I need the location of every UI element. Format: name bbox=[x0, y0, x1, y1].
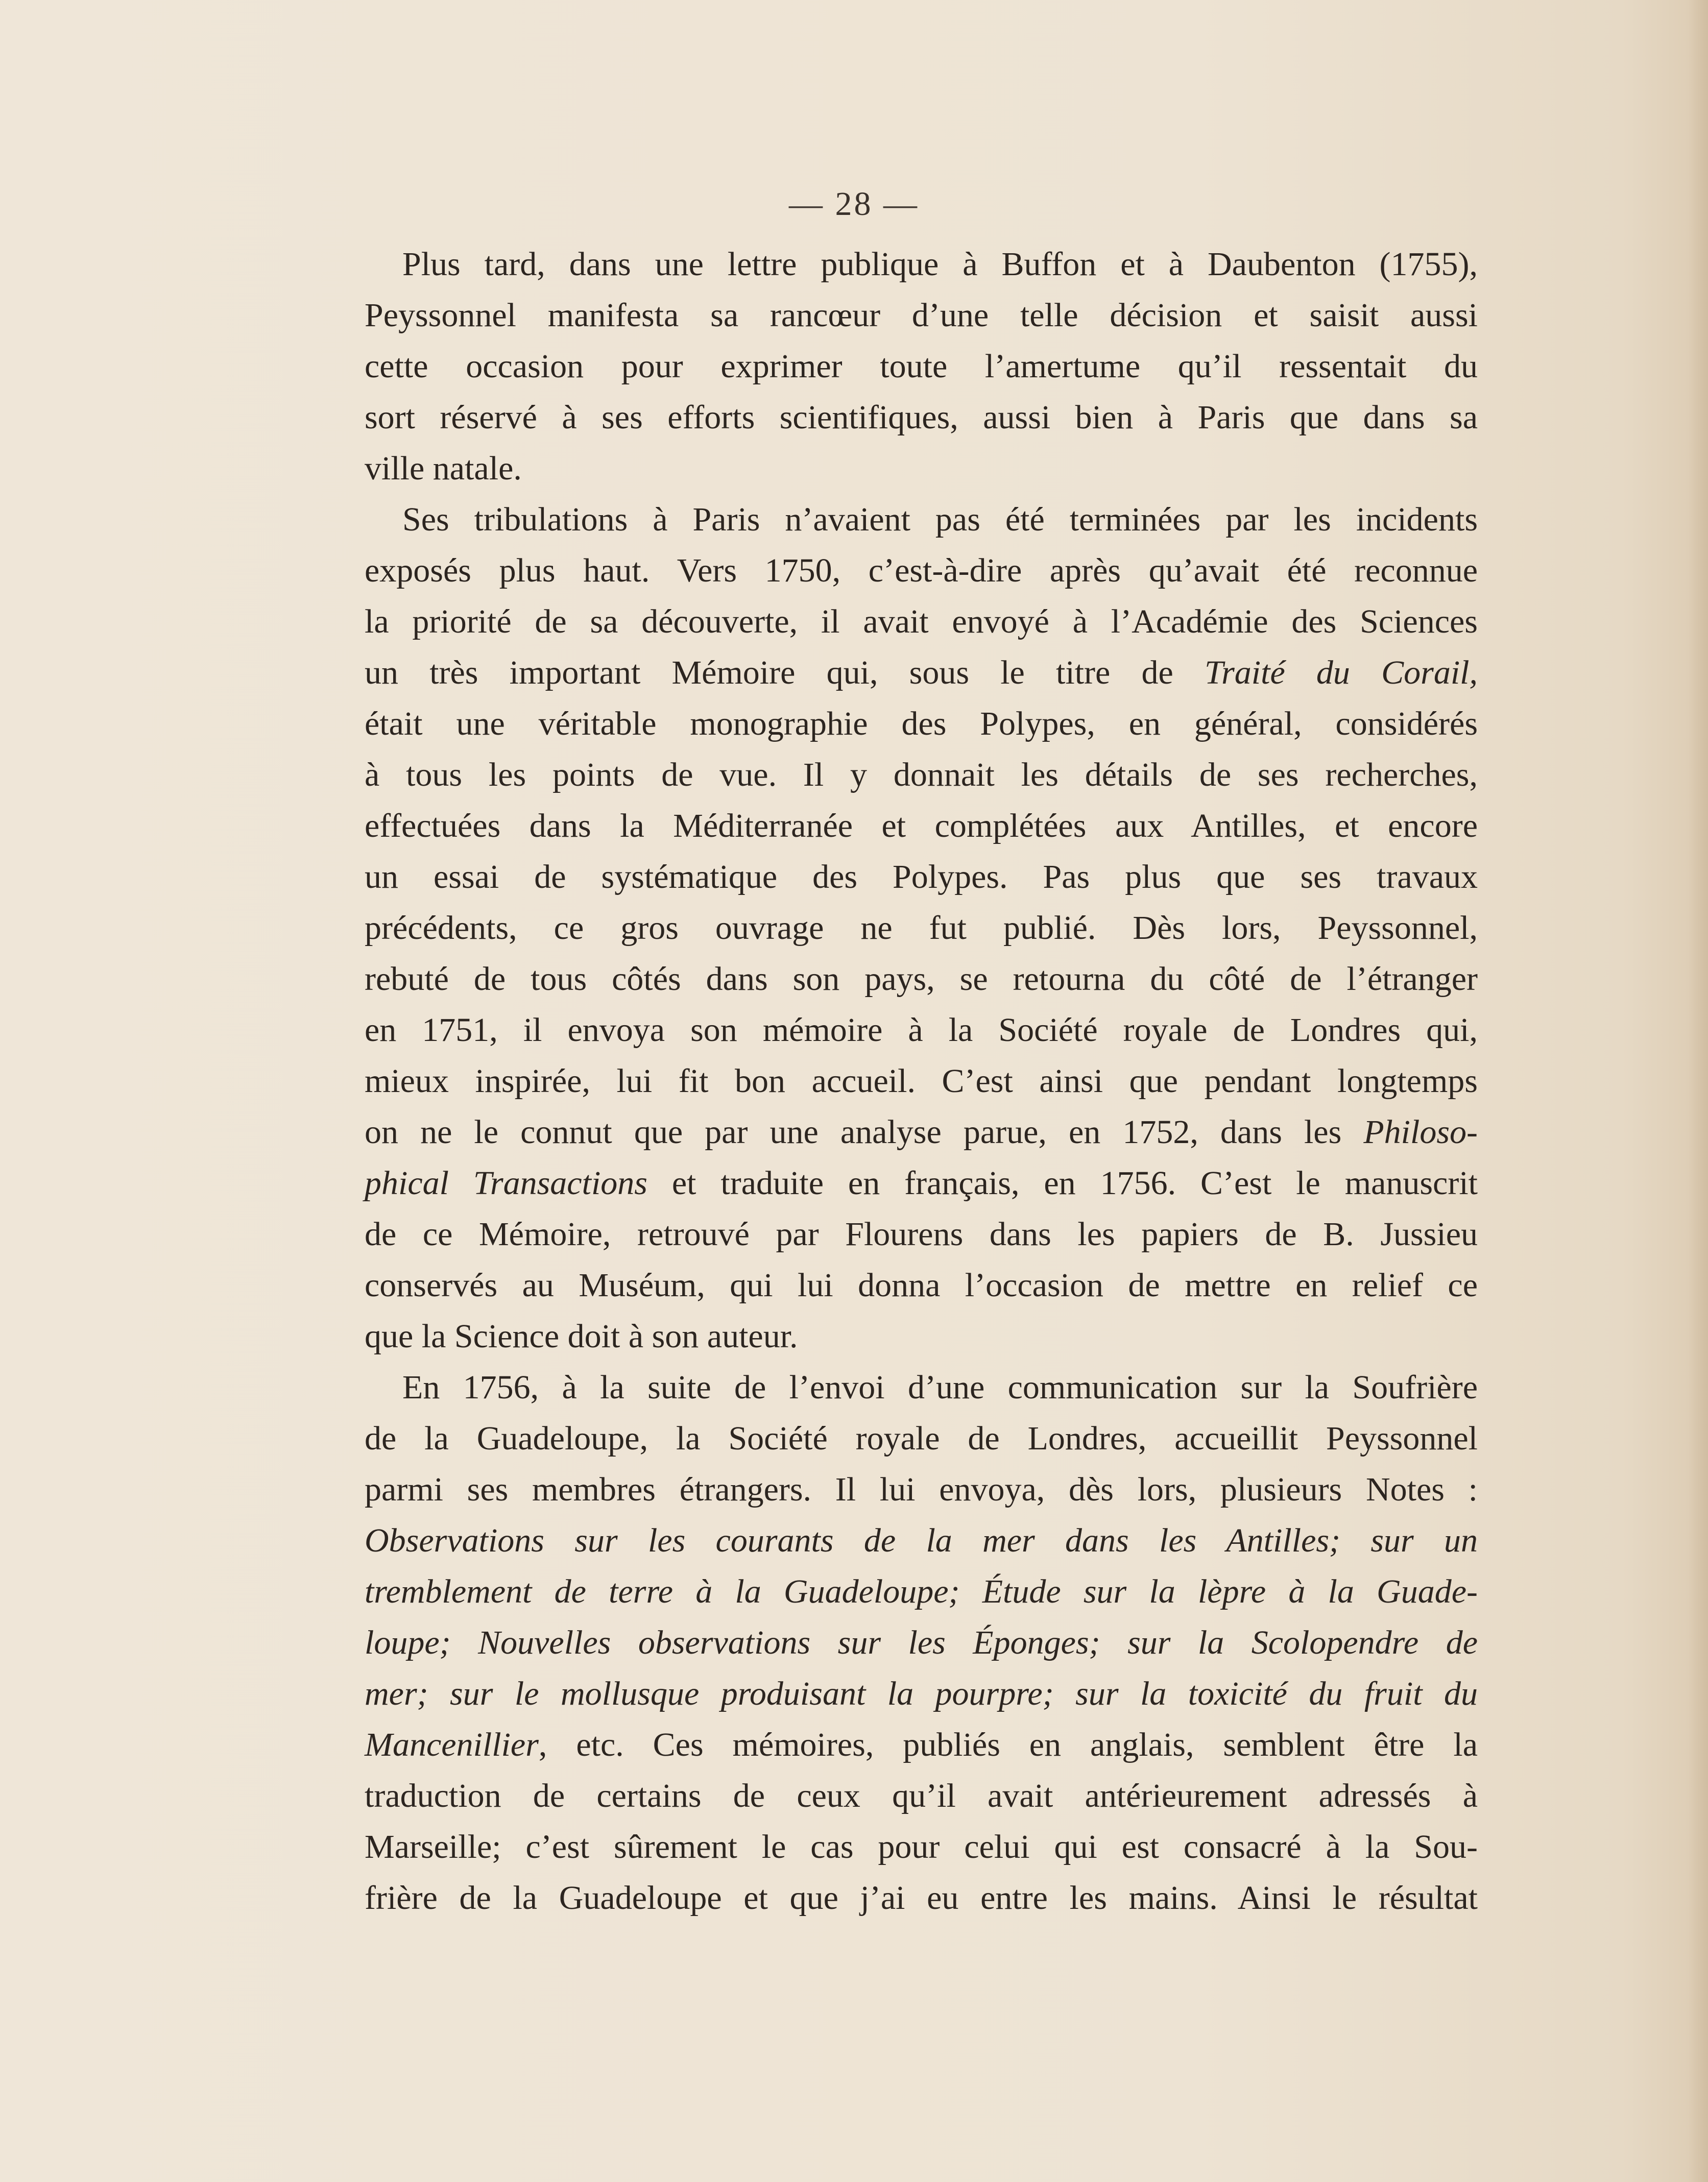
text-line: Ses tribulations à Paris n’avaient pas été terminées par les incidents bbox=[402, 501, 1478, 538]
text-line: en 1751, il envoya son mémoire à la Société royale de Londres qui, bbox=[365, 1011, 1478, 1049]
text-line: un essai de systématique des Polypes. Pas plus que ses travaux bbox=[365, 858, 1478, 895]
italic-text-line: tremblement de terre à la Guadeloupe; Étude sur la lèpre à la Guade- bbox=[365, 1573, 1478, 1610]
text-line: sort réservé à ses efforts scientifiques, aussi bien à Paris que dans sa bbox=[365, 399, 1478, 436]
text-line-with-title bbox=[365, 1719, 1478, 1771]
text-line: que la Science doit à son auteur. bbox=[365, 1318, 798, 1355]
italic-text-line: loupe; Nouvelles observations sur les Éponges; sur la Scolopendre de bbox=[365, 1624, 1478, 1661]
italic-text-line: Observations sur les courants de la mer dans les Antilles; sur un bbox=[365, 1522, 1478, 1559]
italic-title-philosophical-2: phical Transactions bbox=[365, 1165, 647, 1202]
paragraph-3 bbox=[365, 1362, 1478, 1924]
text-line-with-title bbox=[365, 1107, 1478, 1158]
text-fragment: et traduite en français, en 1756. C’est le manuscrit bbox=[671, 1165, 1478, 1202]
body-text bbox=[365, 239, 1478, 1924]
page-number: — 28 — bbox=[789, 185, 919, 223]
text-line: ville natale. bbox=[365, 450, 522, 487]
text-fragment: un très important Mémoire qui, sous le titre de bbox=[365, 654, 1173, 691]
text-line: frière de la Guadeloupe et que j’ai eu entre les mains. Ainsi le résultat bbox=[365, 1879, 1478, 1917]
text-line: était une véritable monographie des Polypes, en général, considérés bbox=[365, 705, 1478, 742]
italic-text-line: mer; sur le mollusque produisant la pourpre; sur la toxicité du fruit du bbox=[365, 1675, 1478, 1712]
text-line: cette occasion pour exprimer toute l’amertume qu’il ressentait du bbox=[365, 348, 1478, 385]
text-line: exposés plus haut. Vers 1750, c’est-à-dire après qu’avait été reconnue bbox=[365, 552, 1478, 589]
text-line: conservés au Muséum, qui lui donna l’occasion de mettre en relief ce bbox=[365, 1267, 1478, 1304]
text-line: la priorité de sa découverte, il avait envoyé à l’Académie des Sciences bbox=[365, 603, 1478, 640]
text-line-with-title bbox=[365, 1158, 1478, 1209]
text-line: Peyssonnel manifesta sa rancœur d’une telle décision et saisit aussi bbox=[365, 297, 1478, 334]
text-line: rebuté de tous côtés dans son pays, se retourna du côté de l’étranger bbox=[365, 960, 1478, 998]
text-fragment: , etc. Ces mémoires, publiés en anglais, semblent être la bbox=[538, 1726, 1478, 1763]
text-line: à tous les points de vue. Il y donnait les détails de ses recherches, bbox=[365, 756, 1478, 793]
italic-title-mancenillier: Mancenillier bbox=[365, 1726, 539, 1763]
italic-title-traite-du-corail: Traité du Corail, bbox=[1205, 654, 1478, 691]
text-line: précédents, ce gros ouvrage ne fut publié. Dès lors, Peyssonnel, bbox=[365, 909, 1478, 947]
text-fragment: on ne le connut que par une analyse parue, en 1752, dans les bbox=[365, 1113, 1342, 1151]
paragraph-2 bbox=[365, 494, 1478, 1362]
text-line: parmi ses membres étrangers. Il lui envoya, dès lors, plusieurs Notes : bbox=[365, 1471, 1478, 1508]
paragraph-1 bbox=[365, 239, 1478, 494]
text-line: traduction de certains de ceux qu’il avait antérieurement adressés à bbox=[365, 1777, 1478, 1814]
text-line: effectuées dans la Méditerranée et complétées aux Antilles, et encore bbox=[365, 807, 1478, 844]
text-line: de la Guadeloupe, la Société royale de Londres, accueillit Peyssonnel bbox=[365, 1420, 1478, 1457]
text-line: mieux inspirée, lui fit bon accueil. C’est ainsi que pendant longtemps bbox=[365, 1062, 1478, 1100]
text-line: Plus tard, dans une lettre publique à Buffon et à Daubenton (1755), bbox=[402, 246, 1478, 283]
text-line: de ce Mémoire, retrouvé par Flourens dans les papiers de B. Jussieu bbox=[365, 1216, 1478, 1253]
text-line-with-title bbox=[365, 647, 1478, 698]
text-line: Marseille; c’est sûrement le cas pour celui qui est consacré à la Sou- bbox=[365, 1828, 1478, 1865]
text-line: En 1756, à la suite de l’envoi d’une communication sur la Soufrière bbox=[402, 1369, 1478, 1406]
italic-title-philosophical-1: Philoso- bbox=[1363, 1113, 1478, 1151]
page-edge-shadow bbox=[1688, 0, 1708, 2182]
